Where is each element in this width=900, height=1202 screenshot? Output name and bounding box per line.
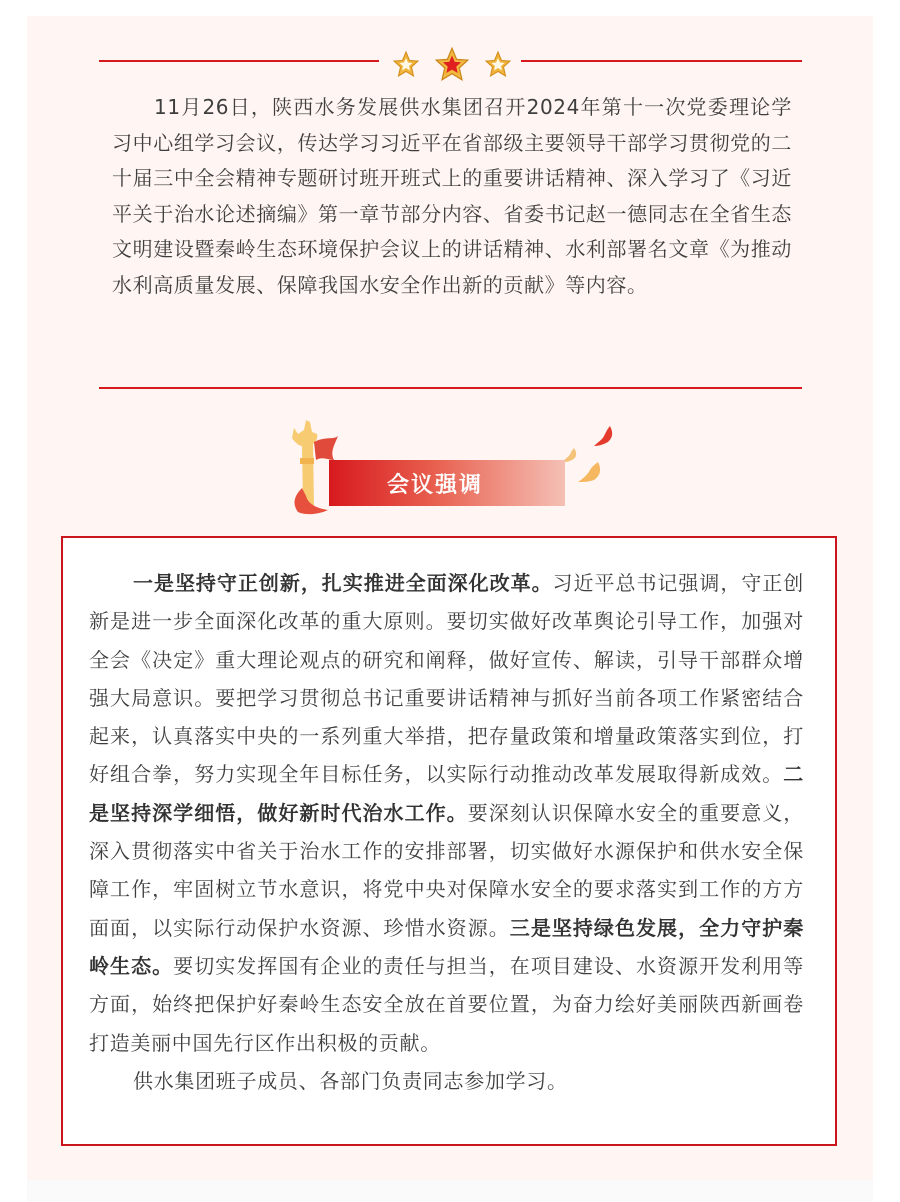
point-2-body: 要深刻认识保障水安全的重要意义，深入贯彻落实中省关于治水工作的安排部署，切实做好水源保护和供水安全保障工作，牢固树立节水意识，将党中央对保障水安全的要求落实到工作的方方面面，以实际行动保护水资源、珍惜水资源。	[89, 800, 804, 940]
intro-bottom-rule	[99, 387, 802, 389]
intro-paragraph: 11月26日，陕西水务发展供水集团召开2024年第十一次党委理论学习中心组学习会议，传达学习习近平在省部级主要领导干部学习贯彻党的二十届三中全会精神专题研讨班开班式上的重要讲话精神、深入学习了《习近平关于治水论述摘编》第一章节部分内容、省委书记赵一德同志在全省生态文明建设暨秦岭生态环境保护会议上的讲话精神、水利部署名文章《为推动水利高质量发展、保障我国水安全作出新的贡献》等内容。	[112, 95, 792, 297]
panel-footer-strip	[27, 1180, 873, 1202]
emphasis-text	[89, 564, 804, 1100]
meeting-emphasis-box	[61, 536, 837, 1146]
top-rule-right	[521, 60, 802, 62]
point-1-heading: 一是坚持守正创新，扎实推进全面深化改革。	[133, 571, 553, 595]
top-rule-left	[99, 60, 379, 62]
red-gold-star-icon	[435, 47, 469, 81]
point-3-body: 要切实发挥国有企业的责任与担当，在项目建设、水资源开发利用等方面，始终把保护好秦岭生态安全放在首要位置，为奋力绘好美丽陕西新画卷打造美丽中国先行区作出积极的贡献。	[89, 953, 804, 1055]
gold-star-icon	[484, 50, 512, 78]
section-title-banner	[329, 460, 565, 506]
gold-star-icon	[392, 50, 420, 78]
point-2-heading: 二是坚持深学细悟，做好新时代治水工作。	[89, 762, 804, 825]
point-1-body: 习近平总书记强调，守正创新是进一步全面深化改革的重大原则。要切实做好改革舆论引导工作，加强对全会《决定》重大理论观点的研究和阐释，做好宣传、解读，引导干部群众增强大局意识。要把学习贯彻总书记重要讲话精神与抓好当前各项工作紧密结合起来，认真落实中央的一系列重大举措，把存量政策和增量政策落实到位，打好组合拳，努力实现全年目标任务，以实际行动推动改革发展取得新成效。	[89, 571, 804, 787]
closing-paragraph: 供水集团班子成员、各部门负责同志参加学习。	[133, 1068, 568, 1093]
star-ornament	[392, 44, 512, 84]
point-3-heading: 三是坚持绿色发展，全力守护秦岭生态。	[89, 915, 804, 978]
section-title: 会议强调	[386, 472, 483, 498]
emphasis-paragraph	[89, 564, 804, 1062]
